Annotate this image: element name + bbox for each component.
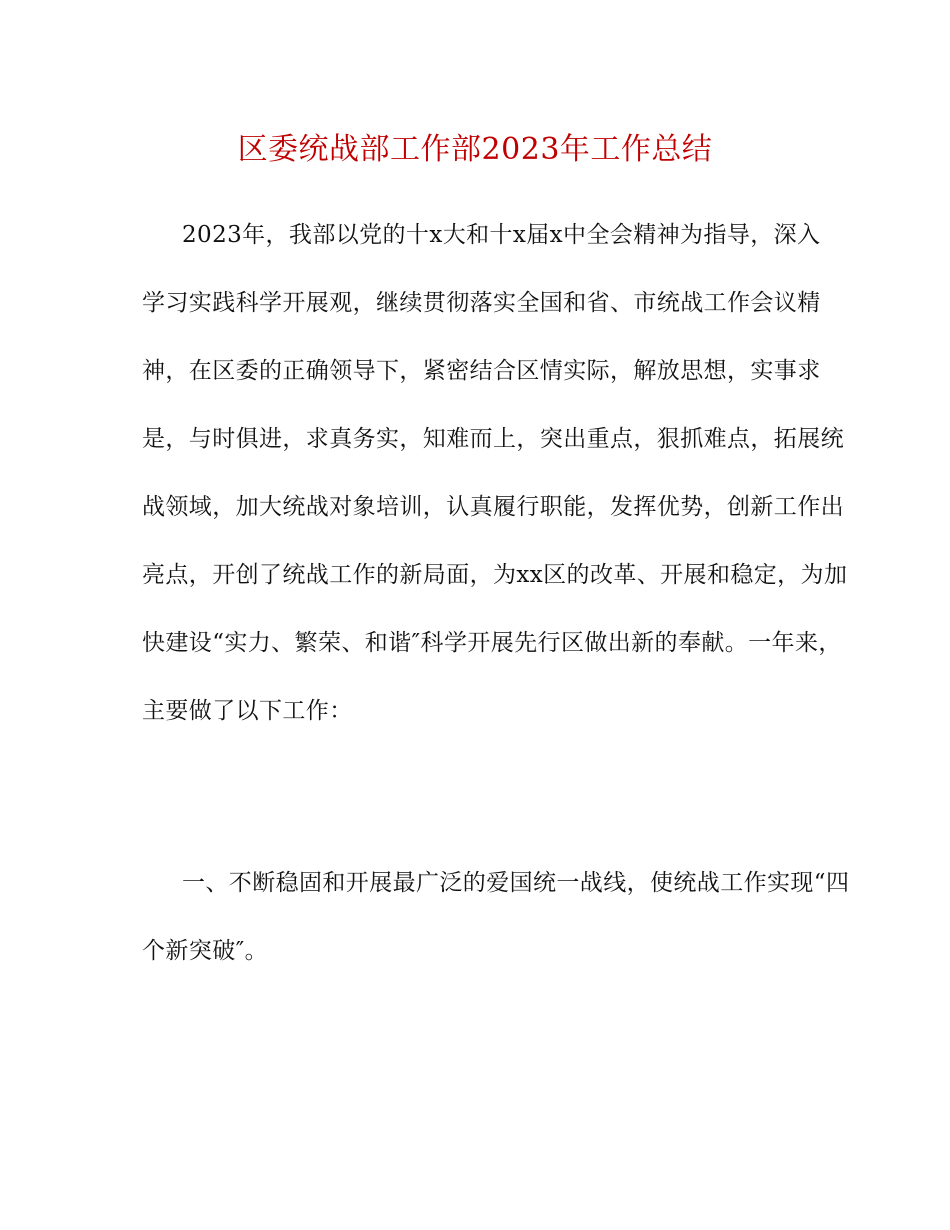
document-title: 区委统战部工作部2023年工作总结 [237, 132, 713, 167]
paragraph-line: 战领域，加大统战对象培训，认真履行职能，发挥优势，创新工作出 [142, 494, 844, 520]
paragraph-line: 是，与时俱进，求真务实，知难而上，突出重点，狠抓难点，拓展统 [142, 426, 844, 452]
section-heading-line: 一、不断稳固和开展最广泛的爱国统一战线，使统战工作实现“四 [182, 870, 850, 896]
paragraph-line: 神，在区委的正确领导下，紧密结合区情实际，解放思想，实事求 [142, 358, 821, 384]
paragraph-line: 亮点，开创了统战工作的新局面，为xx区的改革、开展和稳定，为加 [142, 562, 848, 588]
section-heading-line: 个新突破″。 [142, 938, 268, 964]
paragraph-line: 主要做了以下工作： [142, 698, 353, 724]
paragraph-line: 学习实践科学开展观，继续贯彻落实全国和省、市统战工作会议精 [142, 290, 821, 316]
paragraph-line: 快建设“实力、繁荣、和谐″科学开展先行区做出新的奉献。一年来， [142, 630, 842, 656]
paragraph-line: 2023年，我部以党的十x大和十x届x中全会精神为指导，深入 [182, 222, 821, 248]
